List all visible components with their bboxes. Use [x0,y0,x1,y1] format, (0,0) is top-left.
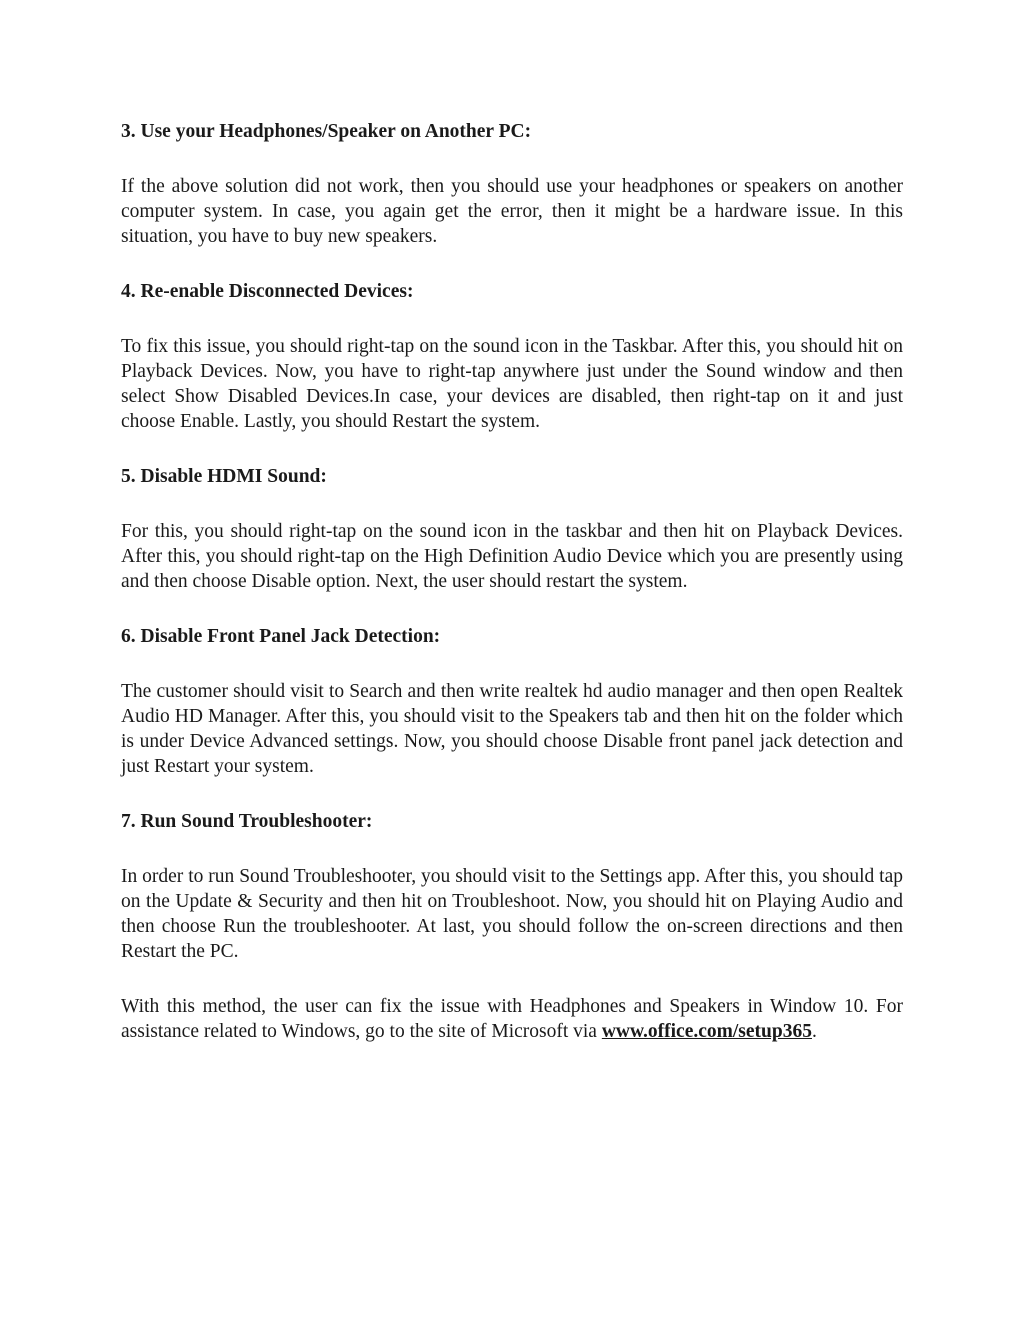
section-paragraph: For this, you should right-tap on the sound icon in the taskbar and then hit on Playback Devices. After this, you should right-tap on the High Definition Audio Device which you are presently using and then choose Disable option. Next, the user should restart the system. [121,521,903,592]
section-paragraph: The customer should visit to Search and then write realtek hd audio manager and then open Realtek Audio HD Manager. After this, you should visit to the Speakers tab and then hit on the folder which is under Device Advanced settings. Now, you should choose Disable front panel jack detection and just Restart your system. [121,681,903,777]
closing-text: With this method, the user can fix the issue with Headphones and Speakers in Window 10. For assistance related to Windows, go to the site of Microsoft via [121,996,903,1042]
section-paragraph: If the above solution did not work, then you should use your headphones or speakers on another computer system. In case, you again get the error, then it might be a hardware issue. In this situation, you have to buy new speakers. [121,176,903,247]
section-use-another-pc [121,119,903,249]
section-heading: 7. Run Sound Troubleshooter: [121,811,373,832]
section-heading: 5. Disable HDMI Sound: [121,466,327,487]
section-front-panel-jack [121,624,903,779]
section-disable-hdmi [121,464,903,594]
section-paragraph: To fix this issue, you should right-tap on the sound icon in the Taskbar. After this, you should hit on Playback Devices. Now, you have to right-tap anywhere just under the Sound window and then select Show Disabled Devices.In case, your devices are disabled, then right-tap on it and just choose Enable. Lastly, you should Restart the system. [121,336,903,432]
section-heading: 6. Disable Front Panel Jack Detection: [121,626,441,647]
section-heading: 4. Re-enable Disconnected Devices: [121,281,414,302]
closing-end: . [811,1021,817,1042]
section-paragraph: In order to run Sound Troubleshooter, you should visit to the Settings app. After this, you should tap on the Update & Security and then hit on Troubleshoot. Now, you should hit on Playing Audio and then choose Run the troubleshooter. At last, you should follow the on-screen directions and then Restart the PC. [121,866,903,962]
closing-paragraph [121,994,903,1044]
section-reenable-devices [121,279,903,434]
section-heading: 3. Use your Headphones/Speaker on Another PC: [121,121,532,142]
document-page [121,119,903,1074]
section-sound-troubleshooter [121,809,903,964]
setup-link[interactable]: www.office.com/setup365 [601,1021,812,1042]
